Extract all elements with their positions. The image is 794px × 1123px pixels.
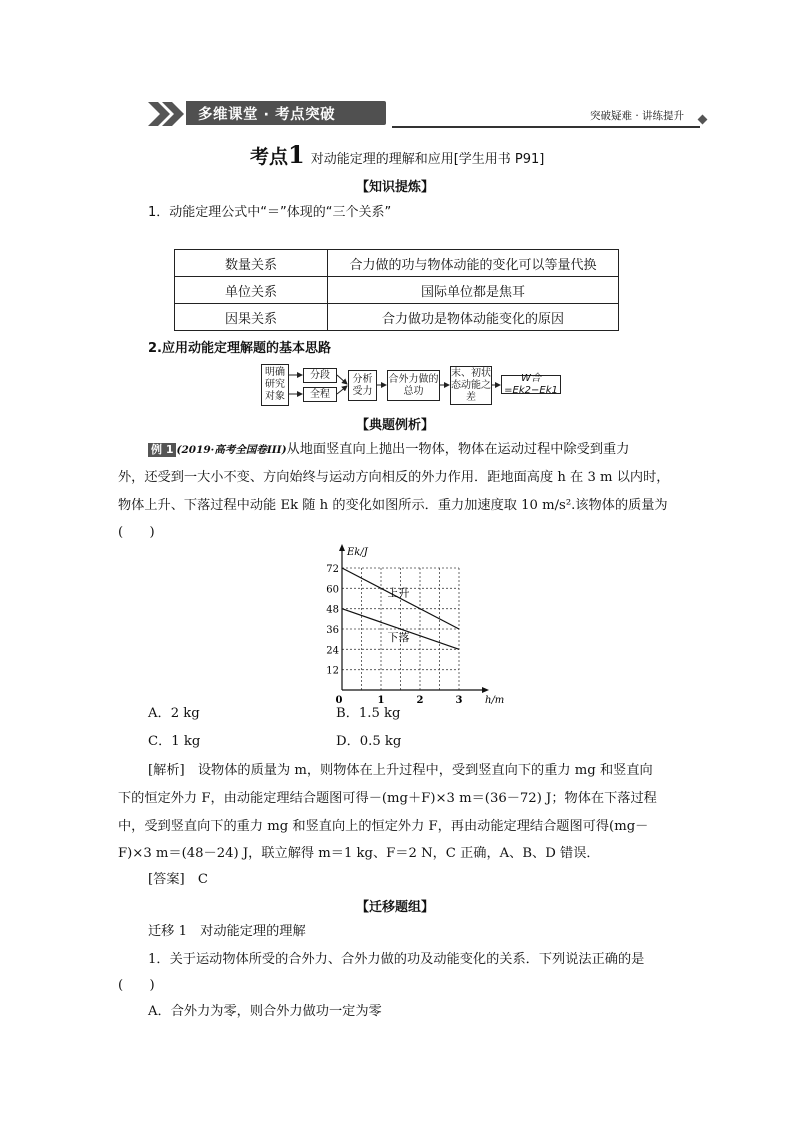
option-a: A．2 kg: [148, 706, 200, 721]
y-tick-label: 36: [326, 625, 339, 636]
y-axis-label: Ek/J: [347, 547, 368, 558]
y-tick-label: 48: [326, 604, 339, 616]
example-line-1: [148, 436, 629, 464]
section-knowledge: 【知识提炼】: [356, 180, 435, 195]
header-right-text: 突破疑难 · 讲练提升: [590, 110, 685, 122]
flow-box-force: 分析受力: [348, 370, 377, 401]
analysis-line-4: F)×3 m＝(48－24) J，联立解得 m＝1 kg、F＝2 N，C 正确，A、B、D 错误．: [118, 846, 600, 861]
banner-title: 多维课堂 · 考点突破: [198, 107, 336, 123]
table-cell-value: 国际单位都是焦耳: [328, 277, 619, 304]
relations-table: [174, 249, 619, 331]
flow-box-work: 合外力做的总功: [387, 370, 440, 401]
kaodian-label: 考点: [250, 146, 289, 168]
option-c: C．1 kg: [148, 734, 201, 749]
flow-box-whole: 全程: [303, 387, 337, 402]
table-cell-value: 合力做的功与物体动能的变化可以等量代换: [328, 250, 619, 277]
section-banner: [148, 101, 392, 127]
y-axis-arrow: [339, 544, 345, 551]
answer: [答案] C: [148, 872, 208, 887]
energy-height-chart: [320, 540, 505, 706]
table-cell-value: 合力做功是物体动能变化的原因: [328, 304, 619, 331]
series-label: 上升: [387, 586, 410, 600]
flow-box-formula: W合=Ek2−Ek1: [501, 375, 561, 394]
x-tick-label: 0: [335, 695, 343, 706]
table-row: [175, 277, 619, 304]
example-text-1: 从地面竖直向上抛出一物体，物体在运动过程中除受到重力: [286, 442, 630, 457]
transfer-question-1b: ( ): [118, 978, 155, 993]
y-tick-label: 12: [326, 665, 339, 677]
table-cell-key: 因果关系: [175, 304, 328, 331]
analysis-line-2: 下的恒定外力 F，由动能定理结合题图可得－(mg＋F)×3 m＝(36－72) J；物体在下落过程: [118, 791, 657, 806]
series-label: 下落: [387, 631, 410, 644]
table-cell-key: 数量关系: [175, 250, 328, 277]
section-transfer: 【迁移题组】: [356, 900, 435, 915]
point-2: 2.应用动能定理解题的基本思路: [148, 341, 331, 356]
flow-box-energy: 末、初状态动能之差: [450, 366, 492, 405]
header-rule: [392, 126, 700, 128]
point-1: 1．动能定理公式中“＝”体现的“三个关系”: [148, 205, 392, 220]
example-tag: 例 1: [148, 443, 176, 457]
transfer-option-a: A．合外力为零，则合外力做功一定为零: [148, 1004, 382, 1019]
transfer-subtitle: 迁移 1 对动能定理的理解: [148, 924, 306, 939]
kaodian-title: 对动能定理的理解和应用[学生用书 P91]: [310, 152, 545, 167]
option-d: D．0.5 kg: [336, 734, 402, 749]
table-row: [175, 250, 619, 277]
analysis-line-1: [解析] 设物体的质量为 m，则物体在上升过程中，受到竖直向下的重力 mg 和竖直向: [148, 763, 653, 778]
example-line-2: 外，还受到一大小不变、方向始终与运动方向相反的外力作用．距地面高度 h 在 3 m 以内时，: [118, 470, 670, 485]
y-tick-label: 72: [326, 564, 339, 575]
x-axis-arrow: [482, 687, 489, 693]
example-source: (2019·高考全国卷III): [176, 444, 287, 456]
example-line-4: ( ): [118, 525, 155, 540]
x-tick-label: 1: [377, 695, 385, 706]
section-example: 【典题例析】: [356, 418, 435, 433]
flow-box-segment: 分段: [303, 368, 337, 383]
analysis-line-3: 中，受到竖直向下的重力 mg 和竖直向上的恒定外力 F，再由动能定理结合题图可得(mg－: [118, 819, 649, 834]
kaodian-heading: [250, 140, 544, 169]
x-tick-label: 3: [455, 695, 463, 706]
x-tick-label: 2: [416, 695, 424, 706]
table-cell-key: 单位关系: [175, 277, 328, 304]
table-row: [175, 304, 619, 331]
diamond-icon: [698, 115, 708, 125]
x-axis-label: h/m: [485, 695, 505, 706]
flow-box-object: 明确研究对象: [261, 364, 289, 406]
y-tick-label: 24: [326, 645, 339, 657]
kaodian-number: 1: [288, 140, 305, 169]
y-tick-label: 60: [326, 584, 339, 596]
option-b: B．1.5 kg: [336, 706, 401, 721]
transfer-question-1: 1．关于运动物体所受的合外力、合外力做的功及动能变化的关系．下列说法正确的是: [148, 952, 645, 967]
example-line-3: 物体上升、下落过程中动能 Ek 随 h 的变化如图所示．重力加速度取 10 m/s².该物体的质量为: [118, 498, 668, 513]
